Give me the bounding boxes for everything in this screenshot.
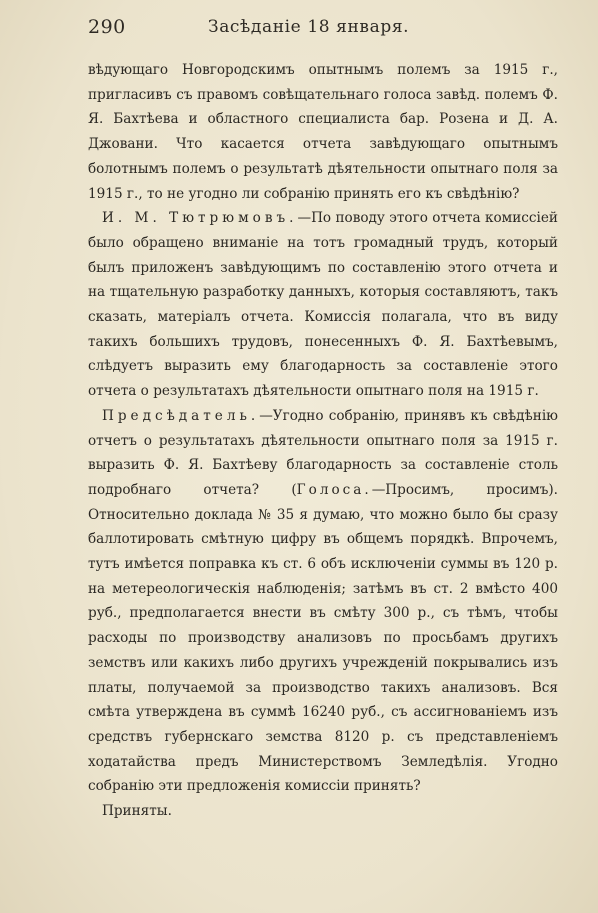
paragraph-tutryumov	[88, 206, 558, 404]
voices-label: Голоса.	[296, 481, 372, 498]
running-head: Засѣданіе 18 января.	[208, 17, 410, 37]
page-number: 290	[88, 16, 126, 38]
speech-text-continued: —Просимъ, просимъ). Относительно доклада № 35 я думаю, что можно было бы сразу баллотировать смѣтную цифру въ общемъ порядкѣ. Впрочемъ, тутъ имѣется поправка къ ст. 6 объ исключеніи суммы въ 120 р. на метереологическія наблюденія; затѣмъ въ ст. 2 вмѣсто 400 руб., предполагается внести въ смѣту 300 р., съ тѣмъ, чтобы расходы по производству анализовъ по просьбамъ другихъ земствъ или какихъ либо другихъ учрежденій покрывались изъ платы, получаемой за производство такихъ анализовъ. Вся смѣта утверждена въ суммѣ 16240 руб., съ ассигнованіемъ изъ средствъ губернскаго земства 8120 р. съ представленіемъ ходатайства предъ Министерствомъ Земледѣлія. Угодно собранію эти предложенія комиссіи принять?	[88, 481, 558, 795]
body-text	[88, 58, 558, 824]
paragraph-chairman	[88, 404, 558, 799]
speaker-name: И. М. Тютрюмовъ.	[102, 210, 298, 227]
speech-text: —Угодно собранію, принявъ къ свѣдѣнію отчетъ о результатахъ дѣятельности опытнаго поля за 1915 г. выразить Ф. Я. Бахтѣеву благодарность за составленіе столь подробнаго отчета? (	[88, 407, 558, 498]
paragraph-resolution: Приняты.	[102, 803, 172, 820]
page-header	[88, 16, 556, 42]
speech-text: —По поводу этого отчета комиссіей было обращено вниманіе на тотъ громадный трудъ, который былъ приложенъ завѣдующимъ по составленію этого отчета и на тщательную разработку данныхъ, которыя составляютъ, такъ сказать, матеріалъ отчета. Комиссія полагала, что въ виду такихъ большихъ трудовъ, понесенныхъ Ф. Я. Бахтѣевымъ, слѣдуетъ выразить ему благодарность за составленіе этого отчета о результатахъ дѣятельности опытнаго поля на 1915 г.	[88, 210, 558, 400]
speaker-name: Предсѣдатель.	[102, 407, 260, 424]
paragraph-continuation: вѣдующаго Новгородскимъ опытнымъ полемъ за 1915 г., пригласивъ съ правомъ совѣщательнаго голоса завѣд. полемъ Ф. Я. Бахтѣева и областного специалиста бар. Розена и Д. А. Джовани. Что касается отчета завѣдующаго опытнымъ болотнымъ полемъ о результатѣ дѣятельности опытнаго поля за 1915 г., то не угодно ли собранію принять его къ свѣдѣнію?	[88, 62, 558, 202]
